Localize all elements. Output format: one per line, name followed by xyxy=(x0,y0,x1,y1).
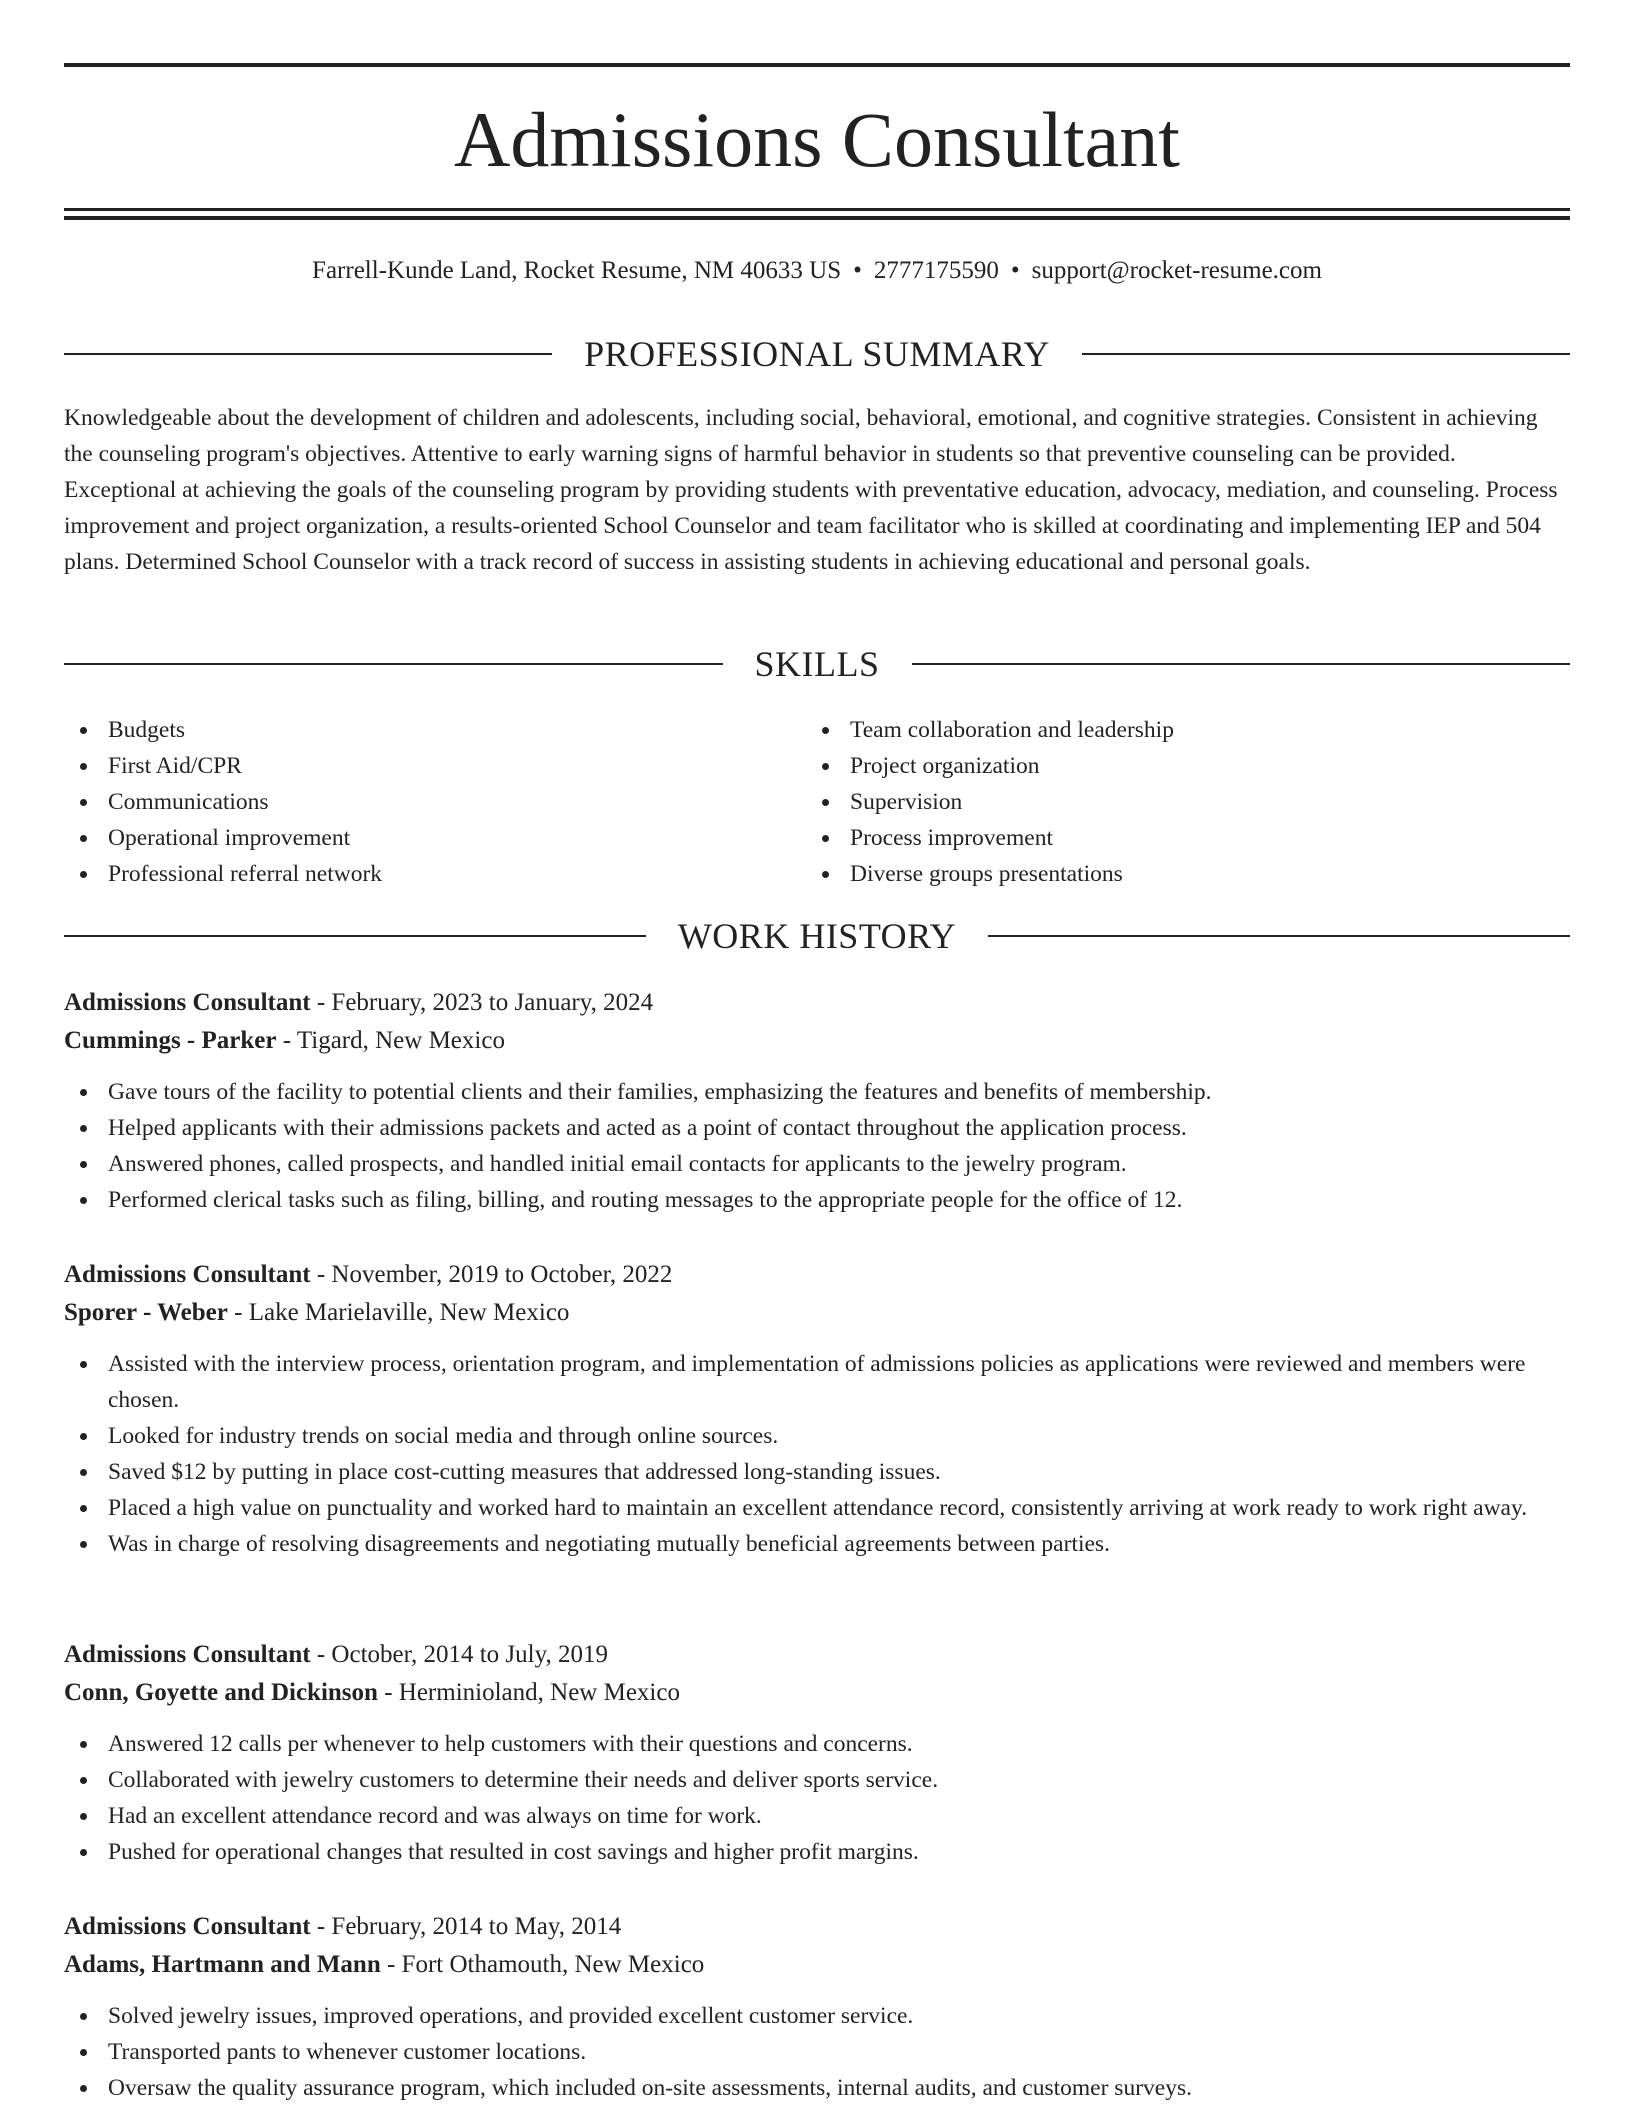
job-bullet: Collaborated with jewelry customers to determine their needs and deliver sports service. xyxy=(64,1762,1570,1798)
job-location: - Fort Othamouth, New Mexico xyxy=(386,1951,705,1978)
job-bullets xyxy=(64,1074,1570,1218)
job-company-line xyxy=(64,1022,1570,1060)
skill-item: Budgets xyxy=(64,712,806,748)
divider-line xyxy=(64,353,552,355)
job-bullets xyxy=(64,1998,1570,2106)
skills-heading xyxy=(64,642,1570,686)
job-dates: - November, 2019 to October, 2022 xyxy=(316,1261,673,1288)
job-bullet: Saved $12 by putting in place cost-cutting measures that addressed long-standing issues. xyxy=(64,1454,1570,1490)
job-bullet: Answered phones, called prospects, and handled initial email contacts for applicants to the jewelry program. xyxy=(64,1146,1570,1182)
divider-line xyxy=(64,663,723,665)
job-entry xyxy=(64,1256,1570,1562)
job-bullet: Performed clerical tasks such as filing, billing, and routing messages to the appropriate people for the office of 12. xyxy=(64,1182,1570,1218)
contact-line xyxy=(64,254,1570,288)
job-title: Admissions Consultant xyxy=(64,1913,311,1940)
job-company-line xyxy=(64,1294,1570,1332)
contact-address: Farrell-Kunde Land, Rocket Resume, NM 40633 US xyxy=(312,257,842,284)
work-history-heading-text: WORK HISTORY xyxy=(677,916,957,956)
divider-line xyxy=(912,663,1571,665)
job-company: Adams, Hartmann and Mann xyxy=(64,1951,381,1978)
divider-line xyxy=(988,935,1570,937)
contact-email: support@rocket-resume.com xyxy=(1031,257,1322,284)
job-company-line xyxy=(64,1946,1570,1984)
skills-right-column xyxy=(806,712,1548,892)
job-bullet: Had an excellent attendance record and was always on time for work. xyxy=(64,1798,1570,1834)
job-title-line xyxy=(64,1636,1570,1674)
job-entry xyxy=(64,984,1570,1218)
job-title-line xyxy=(64,1256,1570,1294)
skill-item: Process improvement xyxy=(806,820,1548,856)
job-dates: - February, 2014 to May, 2014 xyxy=(316,1913,622,1940)
skills-columns xyxy=(64,712,1570,892)
job-bullet: Assisted with the interview process, orientation program, and implementation of admissions policies as applications were reviewed and members were chosen. xyxy=(64,1346,1570,1418)
summary-text: Knowledgeable about the development of children and adolescents, including social, behavioral, emotional, and cognitive strategies. Consistent in achieving the counseling program's objectives. Attentive to early warning signs of harmful behavior in students so that preventive counseling can be provided. Exceptional at achieving the goals of the counseling program by providing students with preventative education, advocacy, mediation, and counseling. Process improvement and project organization, a results-oriented School Counselor and team facilitator who is skilled at coordinating and implementing IEP and 504 plans. Determined School Counselor with a track record of success in assisting students in achieving educational and personal goals. xyxy=(64,405,1558,575)
divider-line xyxy=(1082,353,1570,355)
job-bullet: Gave tours of the facility to potential clients and their families, emphasizing the features and benefits of membership. xyxy=(64,1074,1570,1110)
job-location: - Lake Marielaville, New Mexico xyxy=(234,1299,570,1326)
contact-separator: • xyxy=(1010,257,1020,284)
divider-line xyxy=(64,935,646,937)
job-bullet: Transported pants to whenever customer locations. xyxy=(64,2034,1570,2070)
job-bullet: Helped applicants with their admissions packets and acted as a point of contact throughout the application process. xyxy=(64,1110,1570,1146)
job-title: Admissions Consultant xyxy=(64,989,311,1016)
skill-item: Professional referral network xyxy=(64,856,806,892)
contact-phone: 2777175590 xyxy=(873,257,999,284)
skill-item: Operational improvement xyxy=(64,820,806,856)
skill-item: Team collaboration and leadership xyxy=(806,712,1548,748)
job-title: Admissions Consultant xyxy=(64,1641,311,1668)
summary-heading-text: PROFESSIONAL SUMMARY xyxy=(584,334,1050,374)
skill-item: Project organization xyxy=(806,748,1548,784)
job-bullet: Was in charge of resolving disagreements and negotiating mutually beneficial agreements between parties. xyxy=(64,1526,1570,1562)
job-title: Admissions Consultant xyxy=(64,1261,311,1288)
job-bullet: Placed a high value on punctuality and worked hard to maintain an excellent attendance record, consistently arriving at work ready to work right away. xyxy=(64,1490,1570,1526)
skill-item: First Aid/CPR xyxy=(64,748,806,784)
job-bullet: Answered 12 calls per whenever to help customers with their questions and concerns. xyxy=(64,1726,1570,1762)
job-company-line xyxy=(64,1674,1570,1712)
job-title-line xyxy=(64,1908,1570,1946)
job-bullets xyxy=(64,1346,1570,1562)
job-title-line xyxy=(64,984,1570,1022)
job-bullet: Looked for industry trends on social media and through online sources. xyxy=(64,1418,1570,1454)
job-company: Cummings - Parker xyxy=(64,1027,277,1054)
skills-left-column xyxy=(64,712,806,892)
skill-item: Communications xyxy=(64,784,806,820)
skills-heading-text: SKILLS xyxy=(754,644,880,684)
skill-item: Supervision xyxy=(806,784,1548,820)
job-dates: - October, 2014 to July, 2019 xyxy=(316,1641,608,1668)
skill-item: Diverse groups presentations xyxy=(806,856,1548,892)
job-company: Sporer - Weber xyxy=(64,1299,228,1326)
job-company: Conn, Goyette and Dickinson xyxy=(64,1679,378,1706)
header-rule-upper xyxy=(64,208,1570,211)
job-dates: - February, 2023 to January, 2024 xyxy=(316,989,654,1016)
resume-title: Admissions Consultant xyxy=(454,96,1180,183)
job-location: - Tigard, New Mexico xyxy=(282,1027,505,1054)
job-entry xyxy=(64,1636,1570,1870)
header-rule-lower xyxy=(64,216,1570,220)
job-bullet: Solved jewelry issues, improved operations, and provided excellent customer service. xyxy=(64,1998,1570,2034)
summary-heading xyxy=(64,332,1570,376)
job-bullet: Oversaw the quality assurance program, which included on-site assessments, internal audits, and customer surveys. xyxy=(64,2070,1570,2106)
top-rule xyxy=(64,63,1570,67)
job-entry xyxy=(64,1908,1570,2106)
contact-separator: • xyxy=(853,257,862,284)
job-bullets xyxy=(64,1726,1570,1870)
job-bullet: Pushed for operational changes that resulted in cost savings and higher profit margins. xyxy=(64,1834,1570,1870)
work-history-heading xyxy=(64,914,1570,958)
job-location: - Herminioland, New Mexico xyxy=(384,1679,680,1706)
